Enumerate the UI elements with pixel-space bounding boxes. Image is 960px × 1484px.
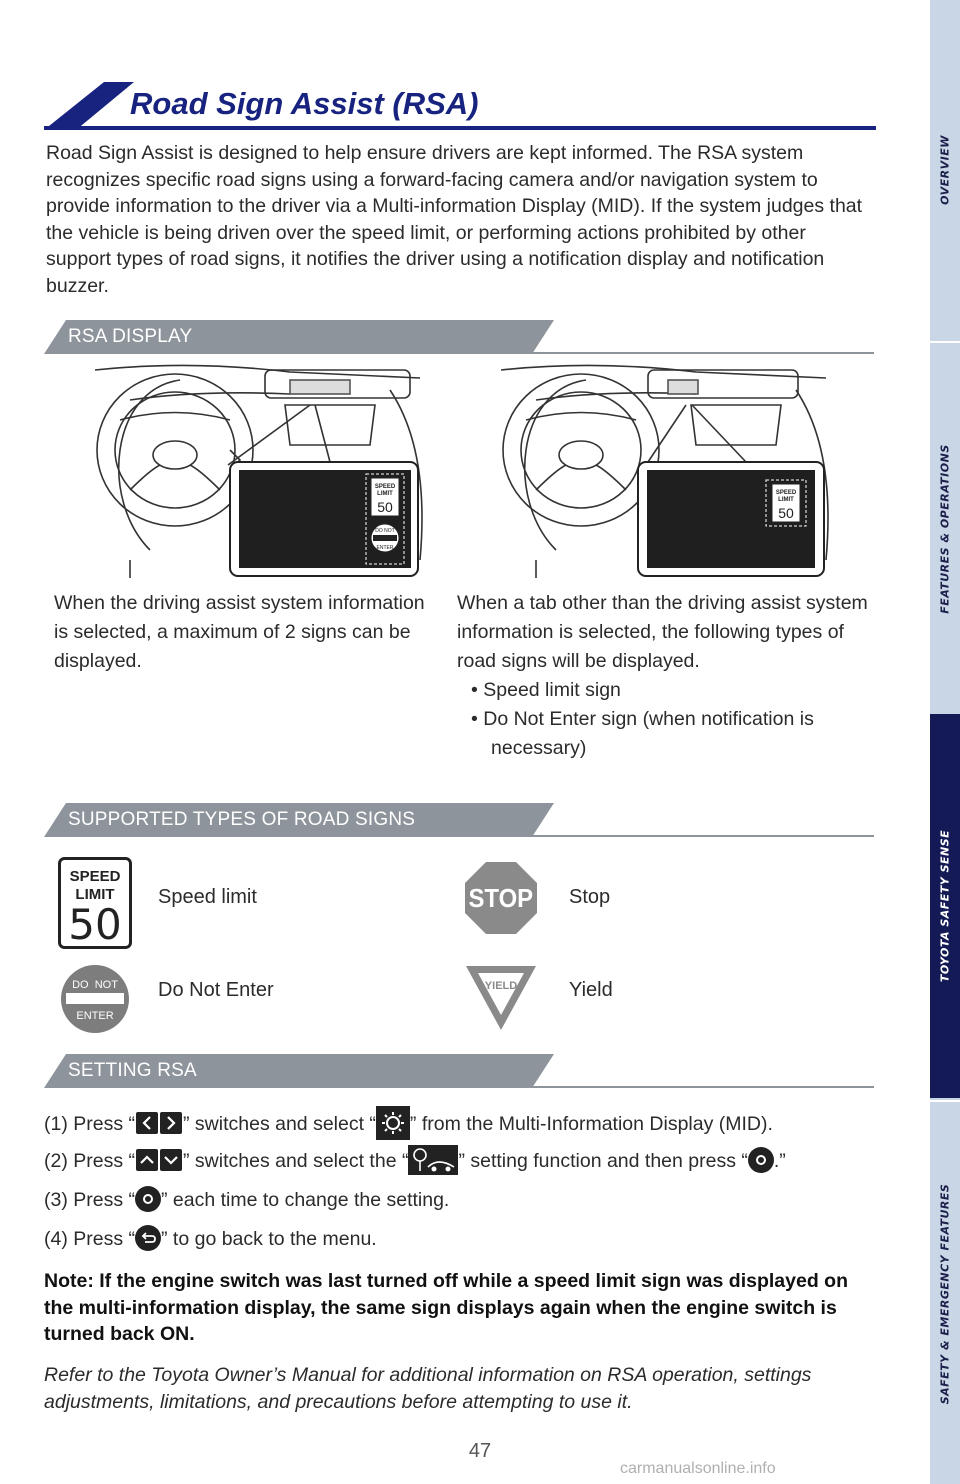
tab-divider: [930, 341, 960, 343]
caption-right-text: When a tab other than the driving assist system information is selected, the following types of road signs will be displayed.: [457, 592, 868, 672]
sign-text: LIMIT: [778, 497, 794, 503]
tab-label: SAFETY & EMERGENCY FEATURES: [938, 1183, 952, 1404]
step-text: (4) Press “: [44, 1228, 136, 1250]
dashboard-illustration-left: [90, 360, 462, 578]
caption-bullets: [457, 676, 869, 763]
sign-text: ENTER: [376, 545, 394, 551]
section-header-rsa-display: [44, 320, 874, 356]
sign-label-stop: Stop: [569, 886, 611, 908]
step-text: ” switches and select the “: [183, 1150, 409, 1172]
sign-text: LIMIT: [377, 491, 393, 497]
step-text: ” from the Multi-Information Display (MID).: [409, 1113, 773, 1136]
ok-button-icon: [135, 1186, 161, 1212]
section-tabs: [930, 0, 960, 1484]
section-title: SUPPORTED TYPES OF ROAD SIGNS: [68, 809, 416, 830]
watermark: carmanualsonline.info: [620, 1460, 776, 1477]
sign-text: LIMIT: [75, 886, 115, 903]
dashboard-illustration-right: [496, 360, 868, 578]
left-arrow-button-icon: [136, 1112, 158, 1134]
section-title: RSA DISPLAY: [68, 326, 193, 347]
caption-right: [457, 589, 869, 763]
section-header-setting-rsa: [44, 1054, 874, 1090]
tab-divider: [930, 1100, 960, 1102]
sign-text: SPEED: [775, 490, 797, 496]
tab-label: TOYOTA SAFETY SENSE: [938, 829, 952, 983]
section-rule: [532, 1086, 874, 1088]
bullet-item: • Speed limit sign: [471, 679, 621, 701]
step-text: .”: [773, 1150, 786, 1172]
tab-label: FEATURES & OPERATIONS: [938, 444, 952, 614]
tab-features-operations[interactable]: [930, 344, 960, 714]
sign-text: STOP: [468, 884, 534, 914]
step-3: [44, 1185, 449, 1215]
up-arrow-button-icon: [136, 1149, 158, 1171]
ok-button-icon: [748, 1147, 774, 1173]
speed-limit-sign-icon: [58, 857, 132, 949]
sign-label-speed-limit: Speed limit: [158, 886, 257, 908]
sign-text: DO NOT: [72, 979, 118, 991]
back-button-icon: [135, 1225, 161, 1251]
do-not-enter-sign-icon: [60, 964, 130, 1034]
section-title: SETTING RSA: [68, 1060, 197, 1081]
tab-label: OVERVIEW: [938, 135, 952, 205]
tab-overview[interactable]: [930, 0, 960, 340]
title-rule: [44, 126, 876, 130]
title-accent: [44, 82, 134, 130]
step-2: [44, 1146, 786, 1177]
section-rule: [532, 352, 874, 354]
page-title: Road Sign Assist (RSA): [130, 86, 479, 121]
reference-paragraph: Refer to the Toyota Owner’s Manual for additional information on RSA operation, settings adjustments, limitations, and precautions before attempting to use it.: [44, 1364, 812, 1413]
step-text: ” switches and select “: [183, 1113, 376, 1136]
step-text: ” to go back to the menu.: [161, 1228, 377, 1250]
step-1: [44, 1108, 773, 1142]
sign-label-do-not-enter: Do Not Enter: [158, 979, 274, 1001]
sign-text: ENTER: [76, 1010, 114, 1022]
stop-sign-icon: [464, 861, 538, 935]
step-text: (3) Press “: [44, 1189, 136, 1211]
sign-text: SPEED: [374, 484, 396, 490]
step-4: [44, 1224, 377, 1254]
page-title-bar: [44, 82, 876, 130]
step-text: ” setting function and then press “: [458, 1150, 748, 1172]
sign-value: 50: [778, 505, 794, 521]
step-text: (2) Press “: [44, 1150, 136, 1172]
sign-bar: [373, 535, 397, 541]
down-arrow-button-icon: [160, 1149, 182, 1171]
sign-value: 50: [377, 499, 393, 515]
bullet-item: • Do Not Enter sign (when notification is necessary): [471, 708, 814, 759]
sign-text: DO NOT: [375, 528, 395, 534]
sign-text: YIELD: [484, 980, 518, 992]
tab-toyota-safety-sense[interactable]: [930, 714, 960, 1098]
caption-left: When the driving assist system information is selected, a maximum of 2 signs can be displayed.: [54, 592, 425, 672]
sign-text: SPEED: [69, 868, 121, 885]
note-paragraph: Note: If the engine switch was last turned off while a speed limit sign was displayed on the multi-information display, the same sign displays again when the engine switch is turned back ON.: [44, 1270, 848, 1346]
yield-sign-icon: [464, 964, 538, 1032]
right-arrow-button-icon: [160, 1112, 182, 1134]
step-text: (1) Press “: [44, 1113, 136, 1136]
section-header-supported-types: [44, 803, 874, 839]
road-sign-assist-icon: [408, 1145, 458, 1175]
settings-gear-icon: [376, 1106, 410, 1140]
section-rule: [532, 835, 874, 837]
step-text: ” each time to change the setting.: [161, 1189, 450, 1211]
page-number: 47: [468, 1440, 492, 1462]
intro-paragraph: Road Sign Assist is designed to help ensure drivers are kept informed. The RSA system recognizes specific road signs using a forward-facing camera and/or navigation system to provide information to the driver via a Multi-information Display (MID). If the system judges that the vehicle is being driven over the speed limit, or performing actions prohibited by other support types of road signs, it notifies the driver using a notification display and notification buzzer.: [46, 142, 863, 297]
sign-label-yield: Yield: [569, 979, 613, 1001]
sign-value: 50: [68, 900, 122, 949]
tab-safety-emergency-features[interactable]: [930, 1103, 960, 1484]
